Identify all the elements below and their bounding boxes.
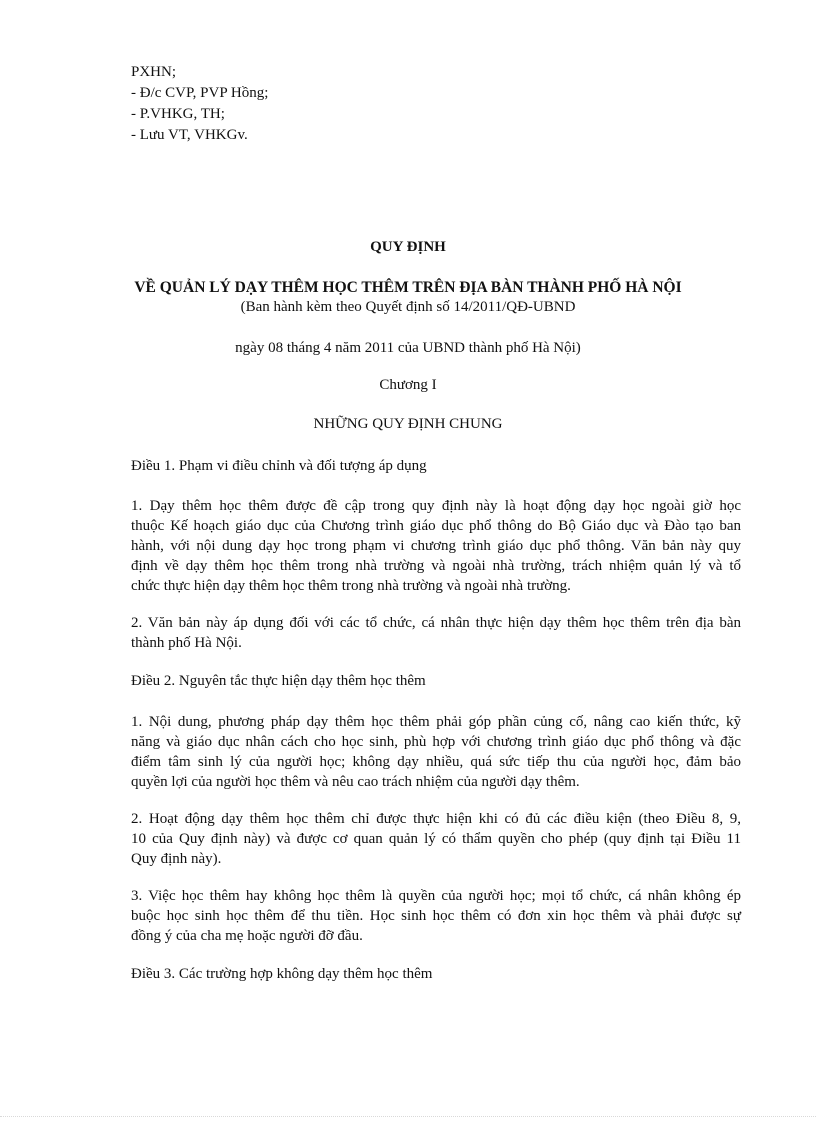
- article-2-heading: Điều 2. Nguyên tắc thực hiện dạy thêm học thêm: [131, 673, 426, 689]
- chapter-label: Chương I: [379, 377, 437, 393]
- paragraph-line: Quy định này).: [131, 851, 222, 867]
- article-3-heading: Điều 3. Các trường hợp không dạy thêm học thêm: [131, 966, 433, 982]
- paragraph-line: thuộc Kế hoạch giáo dục của Chương trình giáo dục phổ thông do Bộ Giáo dục và Đào tạo ban: [131, 518, 741, 534]
- document-subtitle: VỀ QUẢN LÝ DẠY THÊM HỌC THÊM TRÊN ĐỊA BÀN THÀNH PHỐ HÀ NỘI: [134, 279, 682, 296]
- chapter-title: NHỮNG QUY ĐỊNH CHUNG: [313, 416, 503, 432]
- paragraph-line: điểm tâm sinh lý của người học; không dạy nhiều, quá sức tiếp thu của người học, đảm bảo: [131, 754, 741, 770]
- recipient-line: - Đ/c CVP, PVP Hồng;: [131, 85, 269, 101]
- paragraph-line: quyền lợi của người học thêm và nêu cao trách nhiệm của người dạy thêm.: [131, 774, 580, 790]
- issued-line-1: (Ban hành kèm theo Quyết định số 14/2011/QĐ-UBND: [240, 299, 576, 315]
- paragraph-line: 2. Hoạt động dạy thêm học thêm chỉ được thực hiện khi có đủ các điều kiện (theo Điều 8, 9,: [131, 811, 741, 827]
- paragraph-line: 2. Văn bản này áp dụng đối với các tổ chức, cá nhân thực hiện dạy thêm học thêm trên địa bàn: [131, 615, 741, 631]
- paragraph-line: năng và giáo dục nhân cách cho học sinh, phù hợp với chương trình giáo dục phổ thông và đặc: [131, 734, 741, 750]
- paragraph-line: 1. Dạy thêm học thêm được đề cập trong quy định này là hoạt động dạy học ngoài giờ học: [131, 498, 741, 514]
- paragraph-line: thành phố Hà Nội.: [131, 635, 242, 651]
- paragraph-line: 1. Nội dung, phương pháp dạy thêm học thêm phải góp phần củng cố, nâng cao kiến thức, kỹ: [131, 714, 741, 730]
- recipient-list: [131, 62, 268, 146]
- paragraph-line: đồng ý của cha mẹ hoặc người đỡ đầu.: [131, 928, 363, 944]
- paragraph-line: hành, với nội dung dạy học trong phạm vi chương trình giáo dục phổ thông. Văn bản này quy: [131, 538, 741, 554]
- paragraph-line: 10 của Quy định này) và được cơ quan quản lý có thẩm quyền cho phép (quy định tại Điều 11: [131, 831, 741, 847]
- recipient-line: - Lưu VT, VHKGv.: [131, 127, 248, 143]
- recipient-line: - P.VHKG, TH;: [131, 106, 225, 122]
- article-1-heading: Điều 1. Phạm vi điều chỉnh và đối tượng áp dụng: [131, 458, 427, 474]
- article-2-paragraph-3: [131, 886, 741, 946]
- document-title: QUY ĐỊNH: [370, 239, 446, 255]
- article-1-paragraph-1: [131, 496, 741, 596]
- article-2-paragraph-2: [131, 809, 741, 869]
- article-2-paragraph-1: [131, 712, 741, 792]
- paragraph-line: định về dạy thêm học thêm trong nhà trường và ngoài nhà trường, trách nhiệm quản lý và tổ: [131, 558, 741, 574]
- issued-line-2: ngày 08 tháng 4 năm 2011 của UBND thành phố Hà Nội): [235, 340, 581, 356]
- paragraph-line: 3. Việc học thêm hay không học thêm là quyền của người học; mọi tổ chức, cá nhân không ép: [131, 888, 741, 904]
- paragraph-line: chức thực hiện dạy thêm học thêm trong nhà trường và ngoài nhà trường.: [131, 578, 571, 594]
- recipient-line: PXHN;: [131, 64, 177, 80]
- page-bottom-divider: [0, 1116, 816, 1117]
- paragraph-line: buộc học sinh học thêm để thu tiền. Học sinh học thêm có đơn xin học thêm và phải được sự: [131, 908, 741, 924]
- article-1-paragraph-2: [131, 613, 741, 653]
